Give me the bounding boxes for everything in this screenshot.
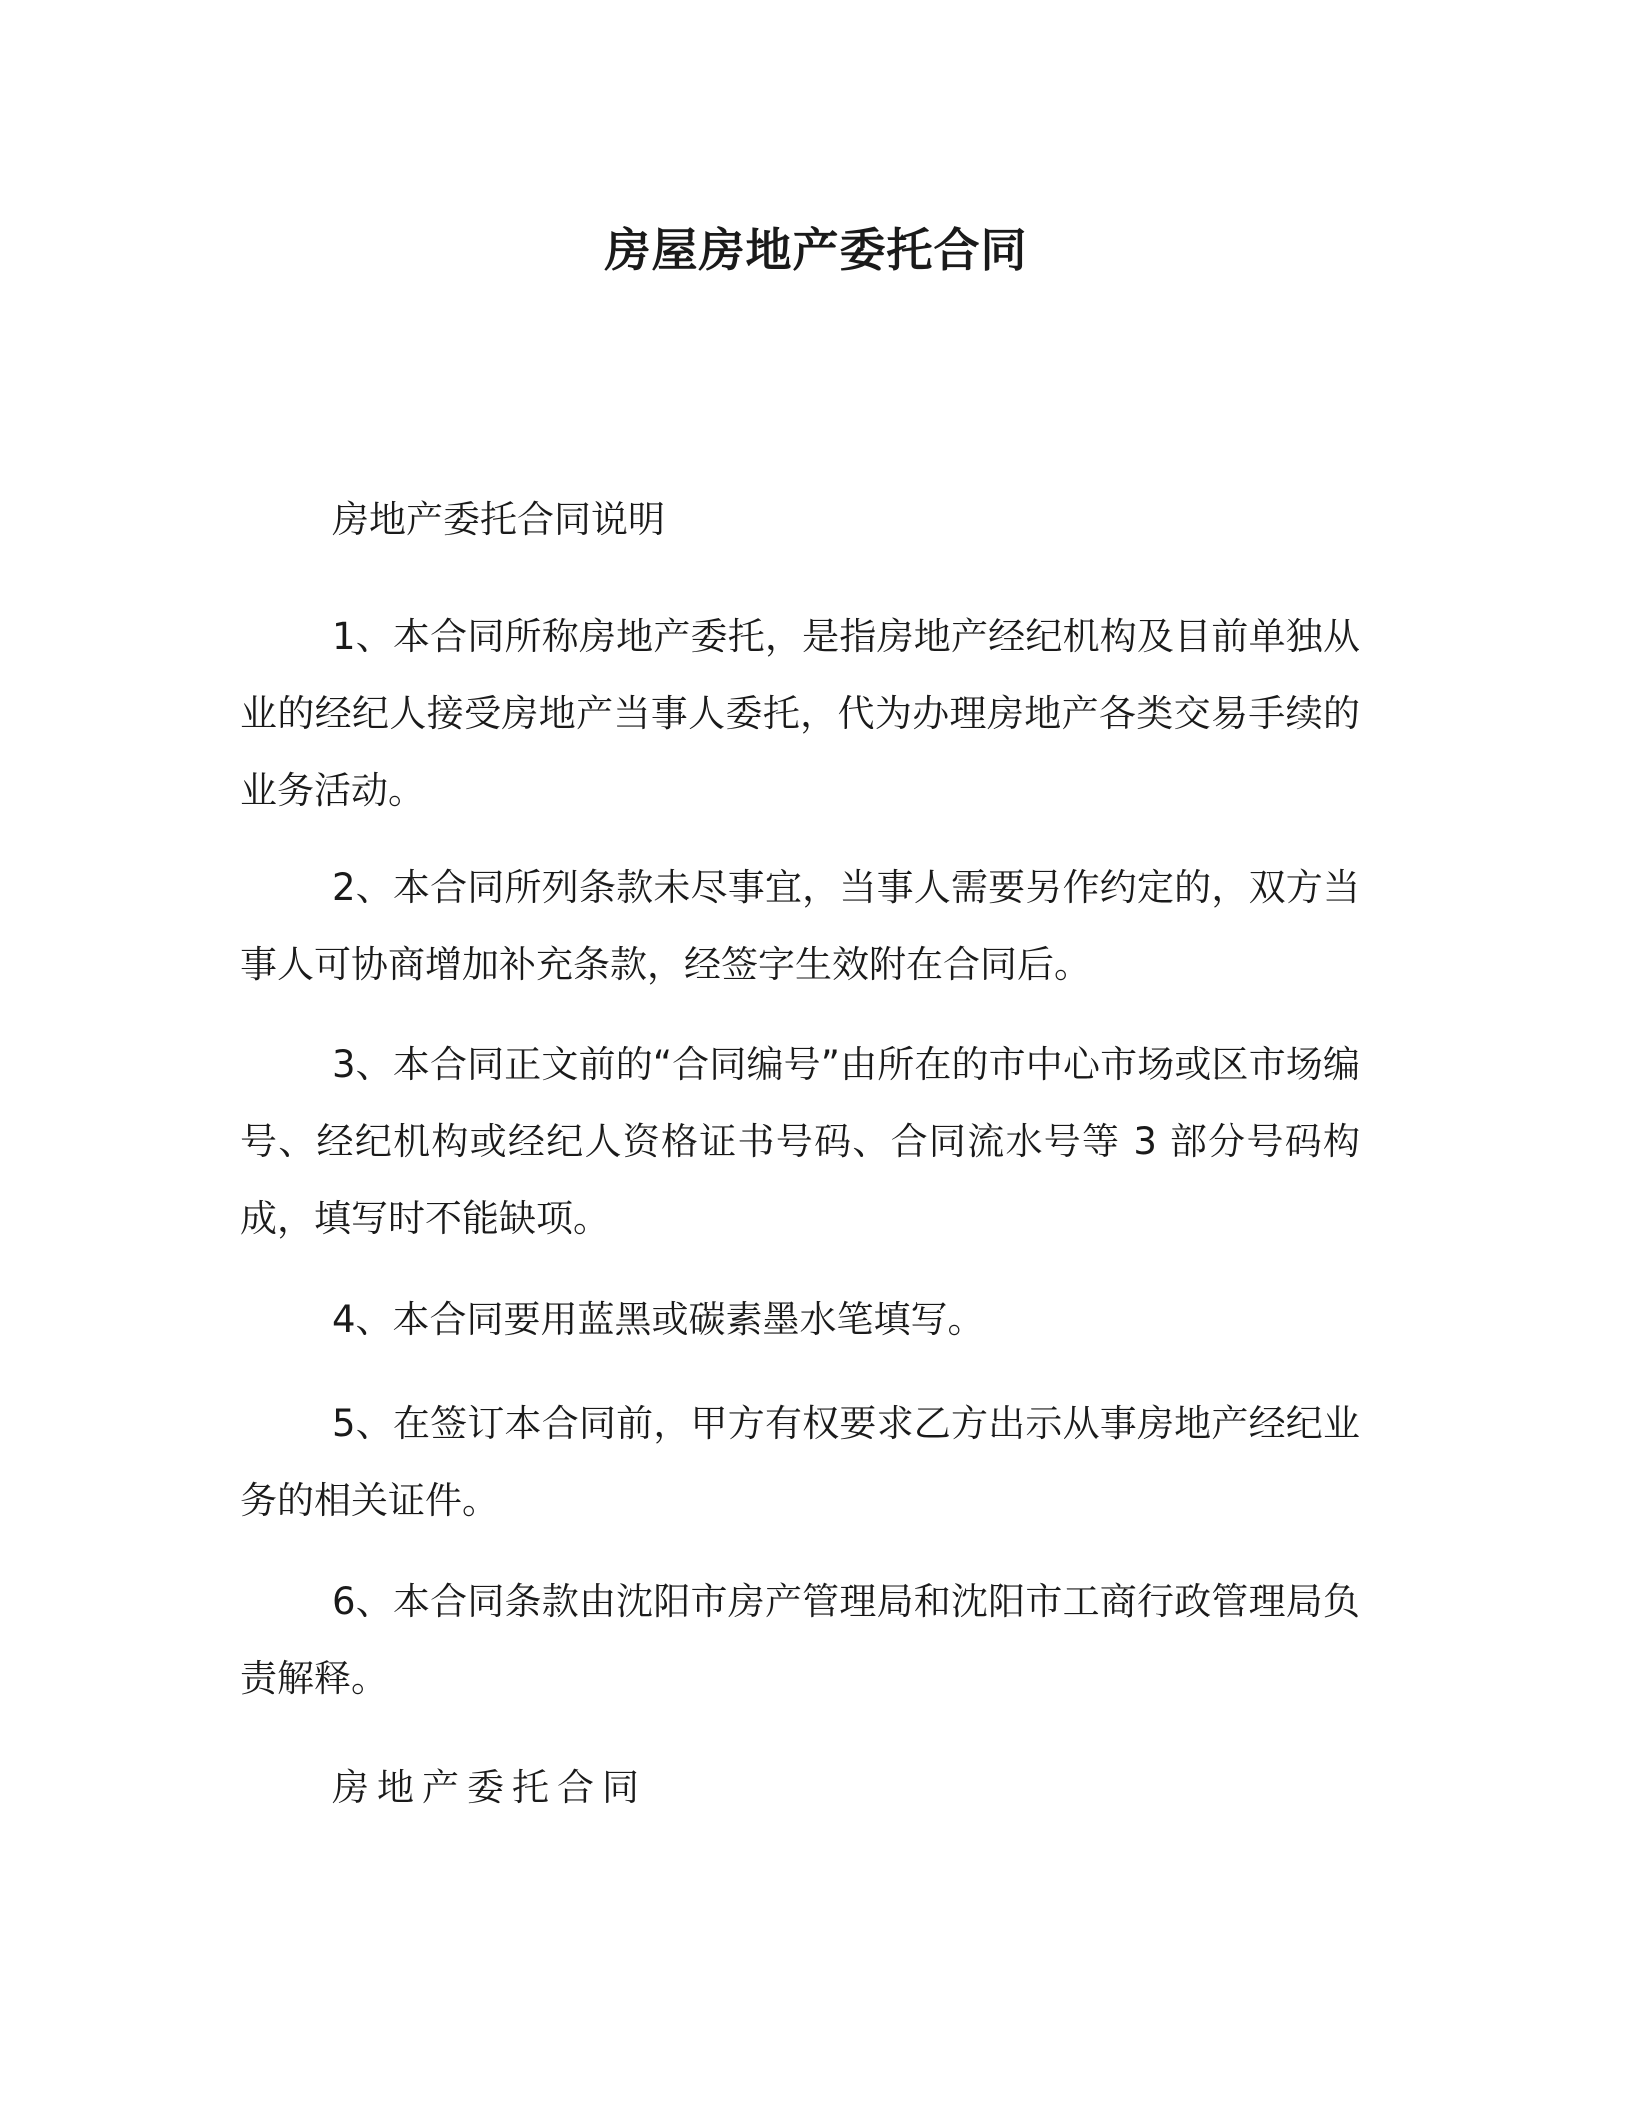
note-item-2: 2、本合同所列条款未尽事宜，当事人需要另作约定的，双方当事人可协商增加补充条款，经签字生效附在合同后。 bbox=[240, 866, 1360, 986]
note-item-6: 6、本合同条款由沈阳市房产管理局和沈阳市工商行政管理局负责解释。 bbox=[240, 1580, 1360, 1700]
note-item-4: 4、本合同要用蓝黑或碳素墨水笔填写。 bbox=[332, 1298, 985, 1341]
notes-heading: 房地产委托合同说明 bbox=[332, 498, 665, 541]
note-item-5: 5、在签订本合同前，甲方有权要求乙方出示从事房地产经纪业务的相关证件。 bbox=[240, 1402, 1360, 1522]
note-item-1: 1、本合同所称房地产委托，是指房地产经纪机构及目前单独从业的经纪人接受房地产当事人委托，代为办理房地产各类交易手续的业务活动。 bbox=[240, 615, 1360, 812]
contract-section-heading: 房地产委托合同 bbox=[332, 1766, 647, 1809]
note-item-3: 3、本合同正文前的“合同编号”由所在的市中心市场或区市场编号、经纪机构或经纪人资格证书号码、合同流水号等 3 部分号码构成，填写时不能缺项。 bbox=[240, 1043, 1360, 1240]
document-title: 房屋房地产委托合同 bbox=[604, 223, 1028, 277]
